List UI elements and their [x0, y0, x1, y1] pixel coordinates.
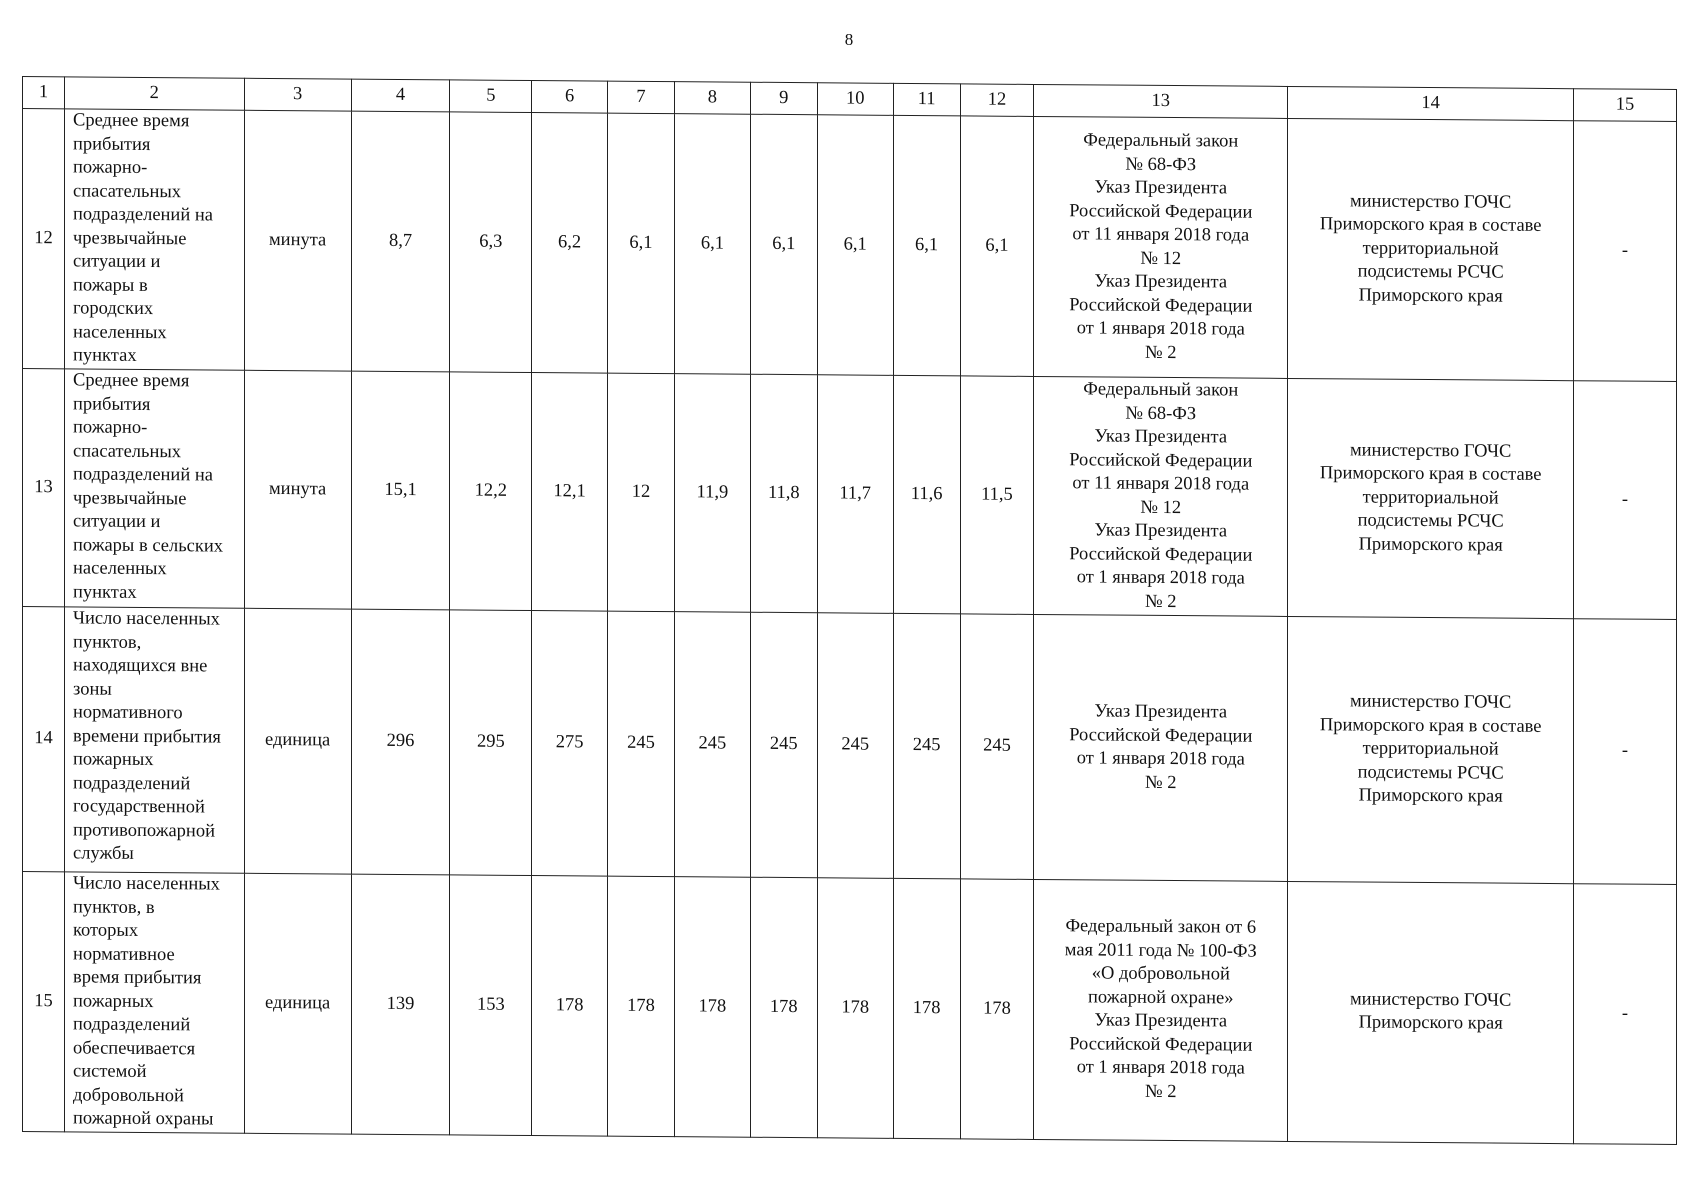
indicator-name-text: Число населенных пунктов, в которых нормативное время прибытия пожарных подразделений обеспечивается системой добровольной пожарной охраны — [73, 873, 220, 1130]
value-cell: 12,2 — [450, 372, 532, 611]
value-cell: 6,1 — [607, 113, 674, 374]
column-header: 14 — [1288, 86, 1574, 120]
value-cell: 6,1 — [893, 115, 960, 376]
value-cell: 245 — [675, 612, 751, 878]
row-number: 12 — [23, 109, 65, 369]
value-cell: 178 — [750, 877, 817, 1137]
legal-basis-text: Федеральный закон № 68-ФЗ Указ Президента Российской Федерации от 11 января 2018 года № 12 Указ Президента Российской Федерации от 1 января 2018 года № 2 — [1069, 130, 1253, 363]
value-cell: 6,3 — [450, 112, 532, 373]
unit: единица — [244, 873, 351, 1133]
responsible-executor-text: министерство ГОЧС Приморского края в составе территориальной подсистемы РСЧС Приморского края — [1319, 691, 1542, 807]
column-header: 10 — [817, 83, 893, 116]
note-cell: - — [1573, 619, 1676, 885]
value-cell: 178 — [607, 876, 674, 1136]
value-cell: 12 — [607, 373, 674, 612]
responsible-executor-text: министерство ГОЧС Приморского края в составе территориальной подсистемы РСЧС Приморского края — [1319, 191, 1542, 307]
legal-basis-text: Федеральный закон от 6 мая 2011 года № 100-ФЗ «О добровольной пожарной охране» Указ Президента Российской Федерации от 1 января 2018 года № 2 — [1064, 916, 1257, 1102]
responsible-executor-text: министерство ГОЧС Приморского края — [1349, 989, 1512, 1034]
value-cell: 15,1 — [351, 371, 450, 610]
value-cell: 11,7 — [817, 375, 893, 614]
indicator-name-text: Число населенных пунктов, находящихся вне зоны нормативного времени прибытия пожарных подразделений государственной противопожарной службы — [73, 608, 221, 864]
unit: минута — [244, 370, 351, 609]
value-cell: 11,9 — [675, 374, 751, 613]
legal-basis — [1034, 376, 1288, 616]
value-cell: 6,1 — [817, 115, 893, 376]
column-header: 3 — [244, 78, 351, 111]
value-cell: 139 — [351, 874, 450, 1134]
value-cell: 178 — [817, 878, 893, 1138]
value-cell: 245 — [607, 611, 674, 877]
legal-basis — [1034, 879, 1288, 1140]
value-cell: 11,8 — [750, 374, 817, 613]
row-number: 14 — [23, 607, 65, 872]
value-cell: 295 — [450, 610, 532, 876]
table-row — [23, 872, 1677, 1144]
value-cell: 178 — [893, 878, 960, 1138]
value-cell: 275 — [532, 611, 608, 877]
table-row — [23, 607, 1677, 885]
table-row — [23, 109, 1677, 382]
indicator-name-text: Среднее время прибытия пожарно- спасательных подразделений на чрезвычайные ситуации и пожары в сельских населенных пунктах — [73, 370, 224, 603]
column-header: 6 — [532, 81, 608, 114]
value-cell: 6,1 — [675, 114, 751, 375]
table-row — [23, 369, 1677, 620]
value-cell: 178 — [675, 877, 751, 1137]
indicators-table — [22, 76, 1677, 1144]
responsible-executor-text: министерство ГОЧС Приморского края в составе территориальной подсистемы РСЧС Приморского края — [1319, 440, 1542, 556]
legal-basis-text: Указ Президента Российской Федерации от 1 января 2018 года № 2 — [1069, 701, 1253, 793]
value-cell: 12,1 — [532, 373, 608, 612]
row-number: 13 — [23, 369, 65, 607]
value-cell: 8,7 — [351, 111, 450, 372]
value-cell: 6,1 — [960, 116, 1034, 377]
column-header: 7 — [607, 81, 674, 114]
unit: единица — [244, 608, 351, 874]
indicator-name — [65, 109, 245, 370]
note-cell: - — [1573, 121, 1676, 382]
value-cell: 245 — [893, 613, 960, 879]
column-header: 2 — [65, 77, 245, 110]
indicator-name — [65, 369, 245, 608]
row-number: 15 — [23, 872, 65, 1132]
note-cell: - — [1573, 381, 1676, 620]
value-cell: 296 — [351, 609, 450, 875]
column-header: 5 — [450, 80, 532, 113]
responsible-executor — [1288, 881, 1574, 1143]
indicator-name-text: Среднее время прибытия пожарно- спасательных подразделений на чрезвычайные ситуации и пожары в городских населенных пунктах — [73, 110, 213, 366]
indicator-name — [65, 872, 245, 1133]
legal-basis — [1034, 614, 1288, 881]
value-cell: 178 — [960, 879, 1034, 1139]
indicators-table-container — [22, 76, 1677, 1144]
column-header: 15 — [1573, 89, 1676, 122]
unit: минута — [244, 110, 351, 371]
value-cell: 245 — [960, 614, 1034, 880]
note-cell: - — [1573, 884, 1676, 1144]
value-cell: 6,2 — [532, 113, 608, 374]
column-header: 13 — [1034, 84, 1288, 118]
legal-basis — [1034, 116, 1288, 378]
legal-basis-text: Федеральный закон № 68-ФЗ Указ Президента Российской Федерации от 11 января 2018 года № 12 Указ Президента Российской Федерации от 1 января 2018 года № 2 — [1069, 379, 1253, 612]
indicator-name — [65, 607, 245, 873]
responsible-executor — [1288, 118, 1574, 380]
value-cell: 11,6 — [893, 375, 960, 614]
value-cell: 11,5 — [960, 376, 1034, 615]
column-header: 11 — [893, 83, 960, 116]
column-header: 1 — [23, 77, 65, 109]
value-cell: 245 — [817, 613, 893, 879]
value-cell: 6,1 — [750, 114, 817, 375]
value-cell: 245 — [750, 612, 817, 878]
value-cell: 178 — [532, 876, 608, 1136]
column-header: 9 — [750, 82, 817, 115]
value-cell: 153 — [450, 875, 532, 1135]
column-header: 12 — [960, 84, 1034, 117]
responsible-executor — [1288, 616, 1574, 883]
column-header: 4 — [351, 79, 450, 112]
responsible-executor — [1288, 378, 1574, 618]
page-number: 8 — [844, 30, 854, 49]
column-header: 8 — [675, 82, 751, 115]
